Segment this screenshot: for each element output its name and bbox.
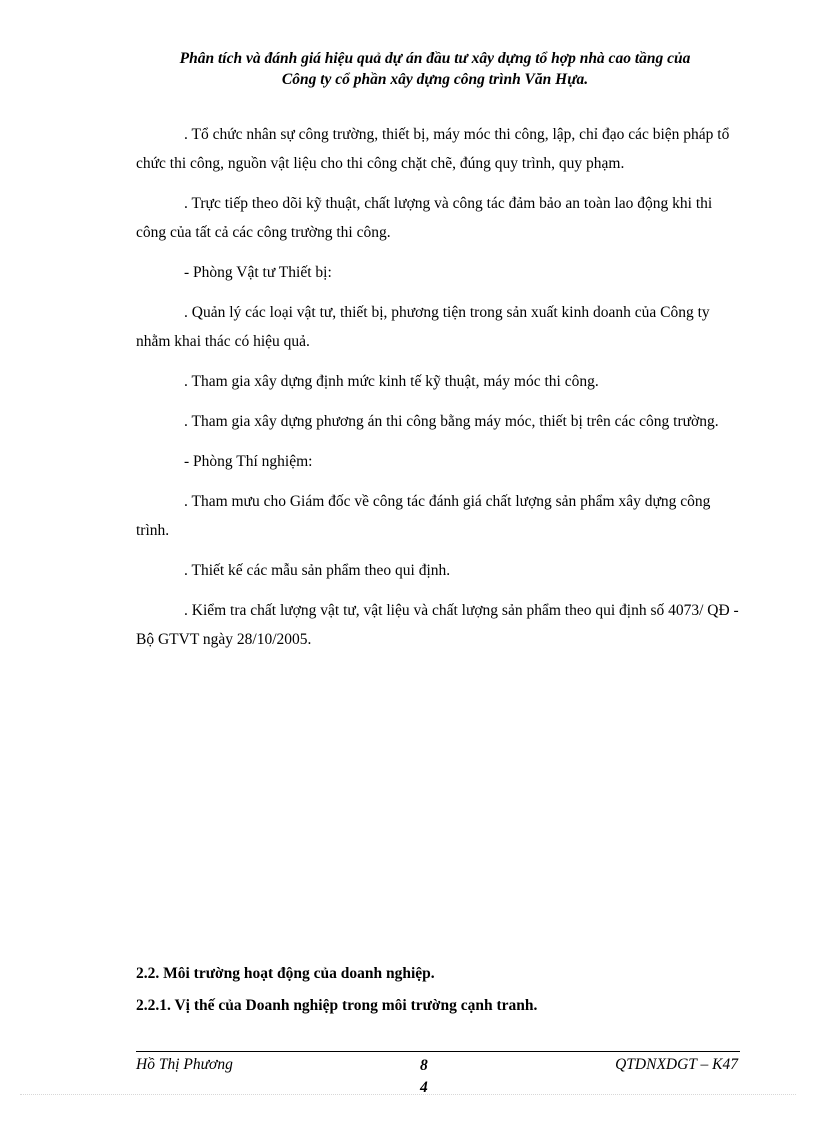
- subheading-phong-thi-nghiem: - Phòng Thí nghiệm:: [184, 453, 313, 470]
- paragraph: . Trực tiếp theo dõi kỹ thuật, chất lượng và công tác đảm bảo an toàn lao động khi thi công của tất cả các công trường thi công.: [136, 195, 713, 241]
- page-number-line-2: 4: [420, 1079, 428, 1096]
- body-text: [136, 120, 740, 654]
- paragraph: . Tham gia xây dựng phương án thi công bằng máy móc, thiết bị trên các công trường.: [184, 413, 719, 430]
- footer-divider: [136, 1051, 740, 1052]
- footer-course-code: QTDNXDGT – K47: [615, 1056, 738, 1073]
- page-boundary: [20, 1094, 796, 1095]
- section-heading-2-2-1: 2.2.1. Vị thế của Doanh nghiệp trong môi trường cạnh tranh.: [136, 997, 538, 1014]
- footer-page-number: [420, 1055, 460, 1099]
- page-number-line-1: 8: [420, 1057, 428, 1074]
- paragraph: . Kiểm tra chất lượng vật tư, vật liệu và chất lượng sản phẩm theo qui định số 4073/ QĐ - Bộ GTVT ngày 28/10/2005.: [136, 602, 739, 648]
- paragraph: . Thiết kế các mẫu sản phẩm theo qui định.: [184, 562, 451, 579]
- subheading-phong-vat-tu: - Phòng Vật tư Thiết bị:: [184, 264, 332, 281]
- paragraph: . Tổ chức nhân sự công trường, thiết bị, máy móc thi công, lập, chỉ đạo các biện pháp tổ chức thi công, nguồn vật liệu cho thi công chặt chẽ, đúng quy trình, quy phạm.: [136, 126, 730, 172]
- paragraph: . Tham gia xây dựng định mức kinh tế kỹ thuật, máy móc thi công.: [184, 373, 599, 390]
- paragraph: . Tham mưu cho Giám đốc về công tác đánh giá chất lượng sản phẩm xây dựng công trình.: [136, 493, 711, 539]
- header-title-line-2: Công ty cổ phần xây dựng công trình Văn Hựa.: [281, 71, 589, 88]
- document-header: [120, 48, 750, 90]
- header-title-line-1: Phân tích và đánh giá hiệu quả dự án đầu tư xây dựng tổ hợp nhà cao tầng của: [179, 50, 691, 67]
- footer-author: Hồ Thị Phương: [136, 1056, 233, 1073]
- section-heading-2-2: 2.2. Môi trường hoạt động của doanh nghiệp.: [136, 965, 435, 982]
- paragraph: . Quản lý các loại vật tư, thiết bị, phương tiện trong sản xuất kinh doanh của Công ty nhằm khai thác có hiệu quả.: [136, 304, 710, 350]
